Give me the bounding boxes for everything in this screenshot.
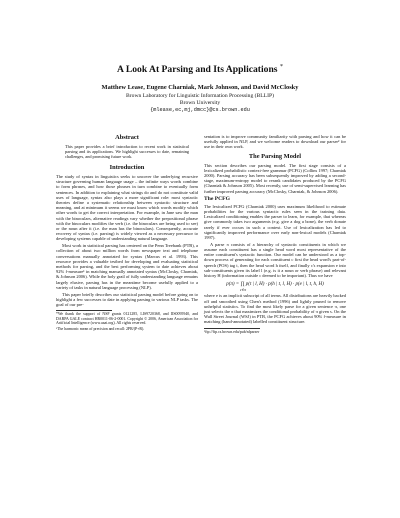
pcfg-paragraph-1: The lexicalized PCFG (Charniak 2000) uses maximum likelihood to estimate probabilities for the various syntactic rules seen in the training data. Lexicalized conditioning enables the parser to learn, for example, that whereas give commonly takes two arguments (e.g. give a dog a bone), the verb donate rarely if ever occurs in such a context. Use of lexicalization has led to significantly improved performance over early non-lexical models (Charniak 1997).: [204, 203, 346, 241]
paper-title: [0, 62, 400, 75]
author-list: Matthew Lease, Eugene Charniak, Mark Johnson, and David McClosky: [101, 84, 299, 91]
parsing-model-heading: The Parsing Model: [248, 152, 302, 160]
right-footnote-area: [204, 328, 346, 335]
intro-continuation: sentation is to improve community familiarity with parsing and how it can be usefully applied in NLP, and we welcome readers to download our parser² for use in their own work.: [204, 134, 346, 150]
author-email: {mlease,ec,mj,dmcc}@cs.brown.edu: [150, 107, 250, 113]
intro-paragraph-3: This paper briefly describes our statistical parsing model before going on to highlight a few successes to date in applying parsing to various NLP tasks. The goal of our pre-: [56, 291, 198, 308]
intro-paragraph-1: The study of syntax in linguistics seeks to uncover the underlying recursive structure governing human language usage – the infinite ways words combine to form phrases, and how those phrases in turn combine to eventually form sentences. In addition to explaining what strings do and do not constitute valid uses of language, syntax also plays a more significant role: most syntactic theories define a systematic relationship between syntactic structure and meaning, and at minimum it seems we must know which words modify which other words to get the correct interpretation. For example, in Jane saw the man with the binoculars, alternative readings vary whether the prepositional phrase with the binoculars modifies the verb (i.e. the binoculars are being used to see) or the noun after it (i.e. the man has the binoculars). Consequently, accurate recovery of syntax (i.e. parsing) is widely viewed as a necessary precursor to developing systems capable of understanding natural language.: [56, 174, 198, 242]
title-text: A Look At Parsing and Its Applications: [117, 64, 278, 76]
affiliation: Brown Laboratory for Linguistic Information Processing (BLLIP): [126, 93, 274, 99]
footnote-fmeasure: ¹The harmonic mean of precision and recall: 2PR/(P+R).: [56, 327, 145, 332]
university: Brown University: [179, 100, 221, 106]
probability-formula: [204, 280, 346, 293]
abstract-text: This paper provides a brief introduction to recent work in statistical parsing and its applications. We highlight successes to date, remaining challenges, and promising future work.: [65, 144, 189, 159]
left-column: [56, 134, 198, 332]
footnote-rule: [56, 310, 112, 311]
title-footnote-mark: *: [279, 64, 283, 70]
formula-expression: p(π) = ∏ p(t | l, H) · p(h | t, l, H) · p(e | l, t, h, H): [226, 281, 324, 287]
pcfg-heading: The PCFG: [204, 195, 230, 202]
right-column: [204, 134, 346, 334]
formula-subscript: c∈π: [239, 287, 247, 292]
pcfg-paragraph-2: A parse π consists of a hierarchy of syntactic constituents in which we assume each constituent has a single head word most representative of the entire constituent's syntactic function. Our model can be understood as a top-down process of generating for each constituent c first the head word's part-of-speech (POS) tag t, then the head word h itself, and finally c's expansion e into sub-constituents given its label l (e.g. is it a noun or verb phrase) and relevant history H (information outside c deemed to be important). Thus we have: [204, 241, 346, 279]
model-paragraph-1: This section describes our parsing model. The first stage consists of a lexicalized probabilistic context-free grammar (PCFG) (Collins 1997; Charniak 2000). Parsing accuracy has been subsequently improved by adding a second-stage, maximum-entropy model to rerank candidates produced by the PCFG (Charniak & Johnson 2005). Most recently, use of semi-supervised learning has further improved parsing accuracy (McClosky, Charniak, & Johnson 2006).: [204, 162, 346, 194]
pcfg-paragraph-3: where e is an implicit subscript of all terms. All distributions are heavily backed off and smoothed using Chen's method (1996) and lightly pruned to remove unhelpful statistics. To find the most likely parse for a given sentence π, one just selects the π that maximizes the conditional probability of π given s. On the Wall Street Journal (WSJ) in PTB, the PCFG achieves about 90% f-measure in matching (hand-annotated) labelled constituent structure.: [204, 293, 346, 325]
footnote-parser-url: ²ftp://ftp.cs.brown.edu/pub/nlparser: [204, 329, 260, 334]
introduction-heading: Introduction: [109, 164, 145, 171]
right-footnote-rule: [204, 328, 260, 329]
intro-paragraph-2: Most work in statistical parsing has centered on the Penn Treebank (PTB), a collection of about two million words from newspaper text and telephone conversations manually annotated for syntax (Marcus et al. 1993). This resource provides a valuable testbed for developing and evaluating statistical methods for parsing, and the best performing system to date achieves about 92% f-measure¹ in matching manually annotated syntax (McClosky, Charniak, & Johnson 2006). While the holy grail of fully understanding language remains largely elusive, parsing has in the meantime become usefully applied to a variety of tasks in natural language processing (NLP).: [56, 243, 198, 290]
abstract: [56, 144, 198, 159]
footnote-acknowledgement: *We thank the support of NSF grants 0121285, LIS9720368, and IIS0095940, and DARPA GALE contract HR0011-06-2-0001. Copyright © 2006, American Association for Artificial Intelligence (www.aaai.org). All rights reserved.: [56, 312, 198, 326]
abstract-heading: Abstract: [115, 134, 139, 141]
